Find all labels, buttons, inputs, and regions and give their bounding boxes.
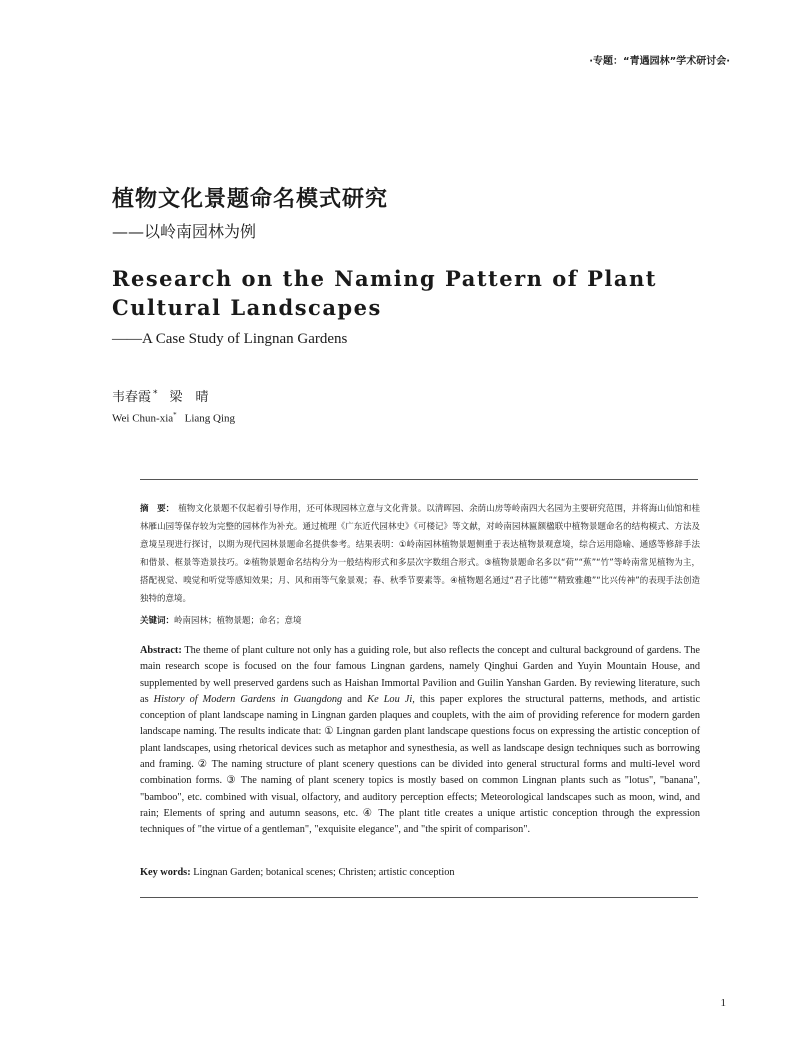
reference-title-2: Ke Lou Ji [367, 693, 413, 705]
reference-title-1: History of Modern Gardens in Guangdong [153, 693, 343, 705]
english-abstract-text-1: The theme of plant culture not only has a guiding role, but also reflects the concept and cultural background of gardens. The main research scope is focused on the four famous Lingnan gardens, namely Qinghui Garden and Yuyin Mountain House, and supplemented by well preserved gardens such as Haishan Immortal Pavilion and Guilin Yanshan Garden. By reviewing literature, such as [140, 645, 700, 705]
chinese-subtitle: ——以岭南园林为例 [112, 222, 257, 241]
english-abstract-label: Abstract: [140, 645, 182, 656]
chinese-abstract [140, 500, 700, 608]
divider-top [140, 479, 698, 480]
author-1-en: Wei Chun-xia [112, 412, 174, 425]
chinese-keywords-text: 岭南园林；植物景题；命名；意境 [174, 616, 302, 626]
journal-section-tag: ·专题：“青遇园林”学术研讨会· [589, 56, 730, 67]
english-keywords-label: Key words: [140, 867, 191, 878]
chinese-keywords-label: 关键词： [140, 616, 175, 626]
divider-bottom [140, 897, 698, 898]
chinese-authors [112, 386, 209, 405]
chinese-abstract-label: 摘 要： [140, 504, 175, 514]
corresponding-author-mark: * [153, 388, 158, 399]
author-2-en: Liang Qing [184, 412, 236, 425]
english-keywords [140, 865, 700, 881]
english-keywords-text: Lingnan Garden; botanical scenes; Christen; artistic conception [193, 867, 455, 878]
chinese-keywords [140, 612, 700, 630]
english-abstract-and: and [342, 693, 368, 705]
chinese-abstract-text: 植物文化景题不仅起着引导作用，还可体现园林立意与文化背景。以清晖园、余荫山房等岭南四大名园为主要研究范围，并将海山仙馆和桂林雁山园等保存较为完整的园林作为补充。通过梳理《广东近代园林史》《可楼记》等文献，对岭南园林匾额楹联中植物景题命名的结构模式、方法及意境呈现进行探讨，以期为现代园林景题命名提供参考。结果表明：①岭南园林植物景题侧重于表达植物景观意境，综合运用隐喻、通感等修辞手法和借景、框景等造景技巧。②植物景题命名结构分为一般结构形式和多层次字数组合形式。③植物景题命名多以“荷”“蕉”“竹”等岭南常见植物为主，搭配视觉、嗅觉和听觉等感知效果；月、风和雨等气象景观；春、秋季节要素等。④植物题名通过“君子比德”“精致雅趣”“比兴传神”的表现手法创造独特的意境。 [140, 504, 700, 604]
author-2-zh: 梁 晴 [169, 390, 209, 405]
english-subtitle: ——A Case Study of Lingnan Gardens [112, 331, 348, 347]
english-abstract-text-2: , this paper explores the structural patterns, methods, and artistic conception of plant landscape naming in Lingnan garden plaques and couplets, with the aim of providing reference for modern garden landscape naming. The results indicate that: ① Lingnan garden plant landscape questions focus on expressing the artistic conception of plant landscapes, using rhetorical devices such as metaphor and synesthesia, as well as landscape design techniques such as borrowing and framing. ② The naming structure of plant scenery questions can be divided into general structural forms and multi-level word combination forms. ③ The naming of plant scenery topics is mostly based on common Lingnan plants such as "lotus", "banana", "bamboo", etc. combined with visual, olfactory, and auditory perception effects; Meteorological landscapes such as moon, wind, and rain; Elements of spring and autumn seasons, etc. ④ The plant title creates a unique artistic conception through the expression techniques of "the virtue of a gentleman", "exquisite elegance", and "the spirit of comparison". [140, 693, 701, 836]
english-abstract [140, 643, 700, 839]
english-authors [112, 411, 235, 425]
page-number: 1 [720, 997, 726, 1009]
corresponding-author-mark-en: * [173, 411, 177, 419]
english-title: Research on the Naming Pattern of Plant Cultural Landscapes [112, 266, 657, 320]
author-1-zh: 韦春霞 [112, 390, 152, 405]
chinese-title: 植物文化景题命名模式研究 [112, 186, 389, 212]
